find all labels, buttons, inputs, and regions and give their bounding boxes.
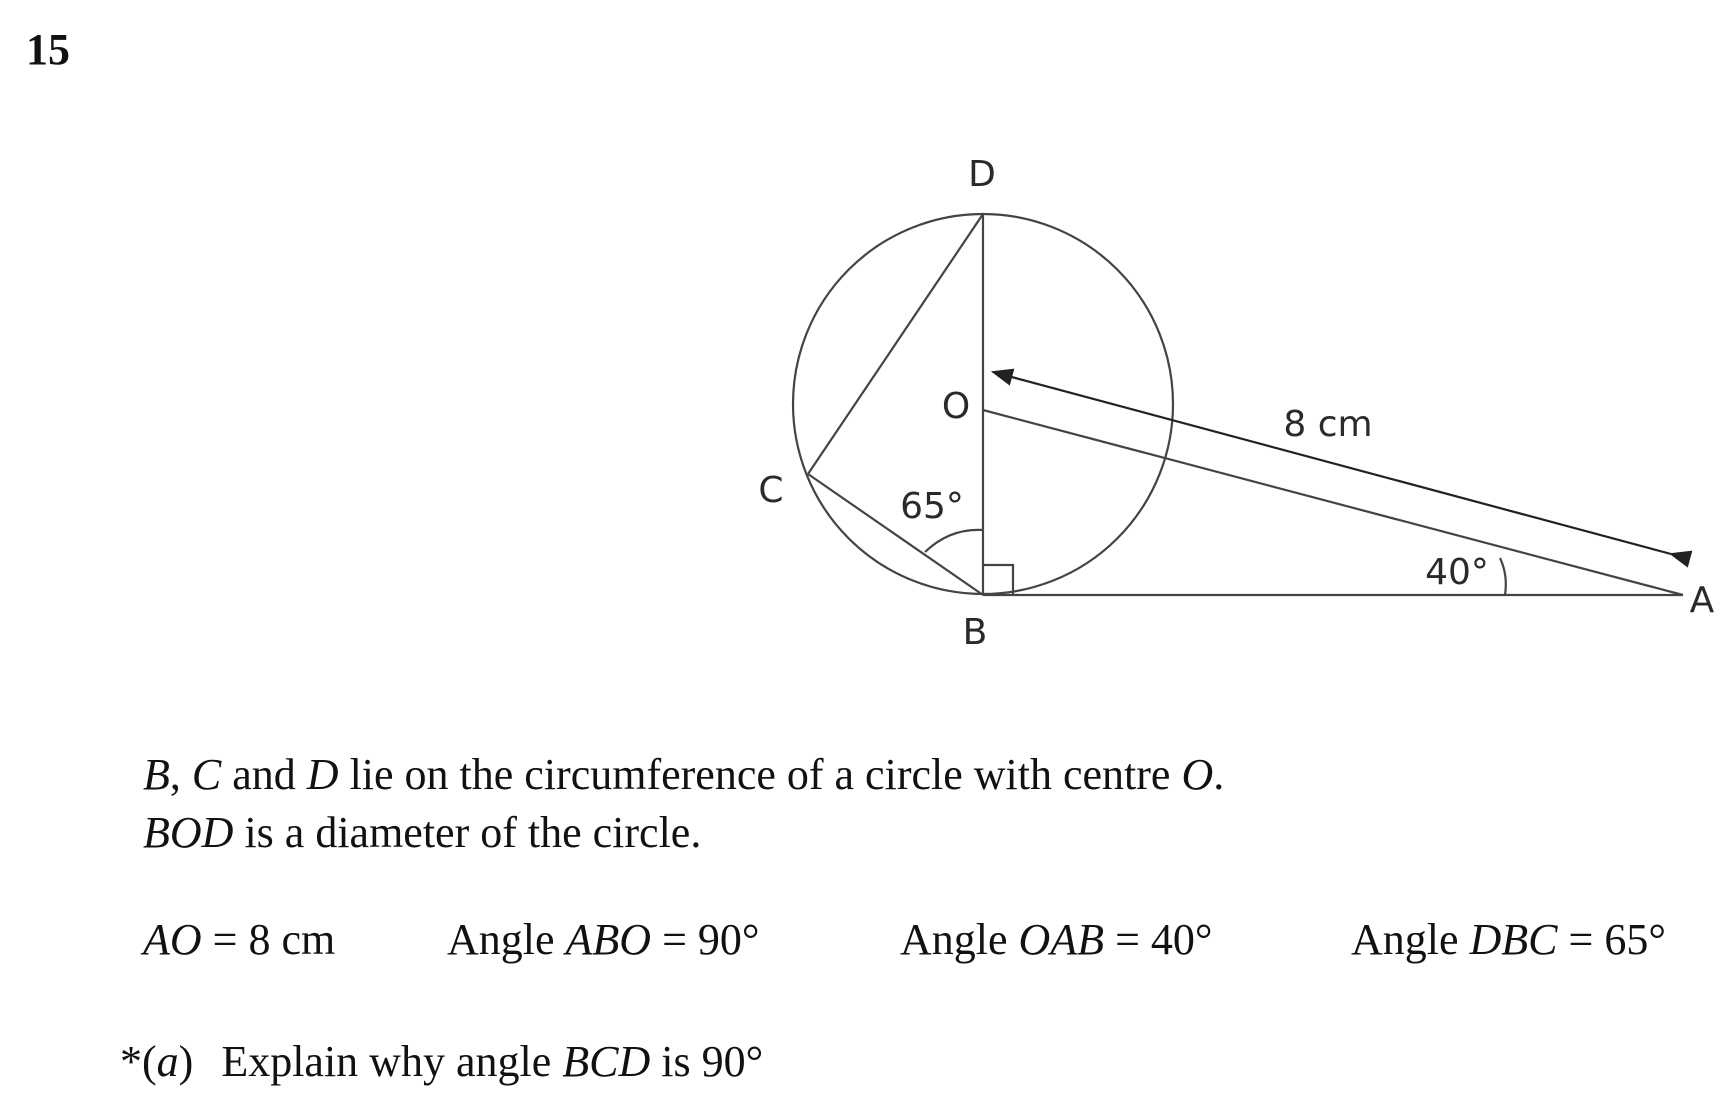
dimension-arrow bbox=[993, 372, 1671, 554]
angle-arc-A bbox=[1500, 558, 1506, 595]
point-label-D: D bbox=[968, 154, 996, 195]
given-fact-DBC: Angle DBC = 65° bbox=[1351, 915, 1666, 964]
chord-DC bbox=[808, 214, 983, 474]
question-part-a: *(a) Explain why angle BCD is 90° bbox=[120, 1037, 764, 1086]
description-line-2: BOD is a diameter of the circle. bbox=[143, 808, 702, 857]
angle-arc-B bbox=[925, 530, 983, 552]
angle-label-B: 65° bbox=[900, 486, 964, 527]
given-fact-ABO: Angle ABO = 90° bbox=[447, 915, 760, 964]
point-label-O: O bbox=[941, 386, 971, 427]
question-number: 15 bbox=[26, 25, 70, 74]
description bbox=[143, 746, 1224, 862]
angle-label-A: 40° bbox=[1425, 552, 1489, 593]
length-label: 8 cm bbox=[1283, 404, 1373, 445]
description-line-1: B, C and D lie on the circumference of a circle with centre O. bbox=[143, 750, 1225, 799]
point-label-A: A bbox=[1689, 580, 1715, 621]
point-label-B: B bbox=[962, 612, 988, 653]
given-fact-OAB: Angle OAB = 40° bbox=[900, 915, 1213, 964]
given-fact-AO: AO = 8 cm bbox=[143, 915, 336, 964]
point-label-C: C bbox=[758, 470, 784, 511]
right-angle-mark bbox=[983, 565, 1013, 595]
